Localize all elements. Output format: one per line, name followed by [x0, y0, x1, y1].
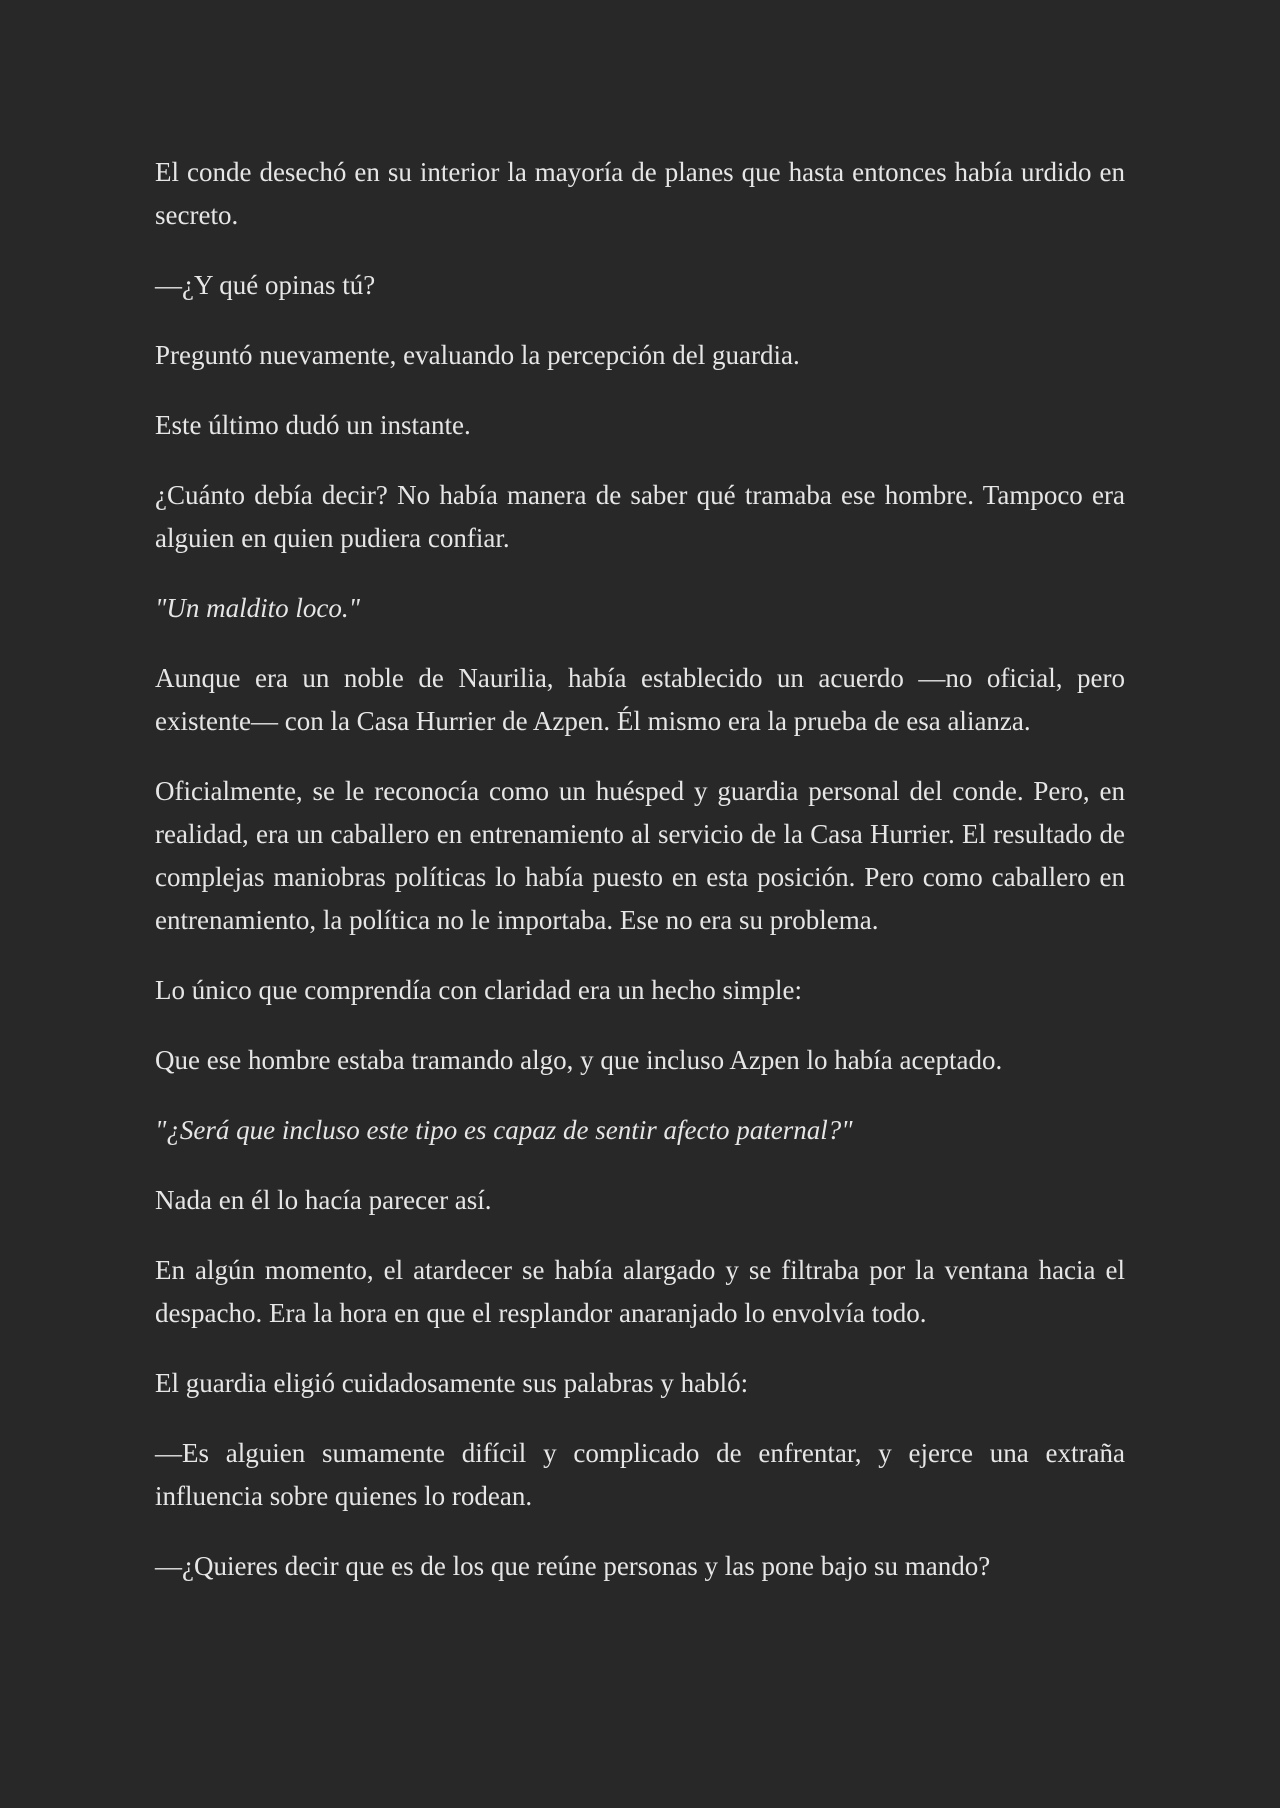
paragraph-6-thought: "Un maldito loco.": [155, 593, 360, 623]
reader-text-body: [155, 151, 1125, 1615]
paragraph-5: ¿Cuánto debía decir? No había manera de saber qué tramaba ese hombre. Tampoco era alguien en quien pudiera confiar.: [155, 480, 1125, 553]
paragraph-11-thought: "¿Será que incluso este tipo es capaz de sentir afecto paternal?": [155, 1115, 853, 1145]
paragraph-2: —¿Y qué opinas tú?: [155, 270, 376, 300]
paragraph-15: —Es alguien sumamente difícil y complicado de enfrentar, y ejerce una extraña influencia sobre quienes lo rodean.: [155, 1438, 1125, 1511]
paragraph-1: El conde desechó en su interior la mayoría de planes que hasta entonces había urdido en secreto.: [155, 157, 1125, 230]
paragraph-12: Nada en él lo hacía parecer así.: [155, 1185, 492, 1215]
paragraph-8: Oficialmente, se le reconocía como un huésped y guardia personal del conde. Pero, en realidad, era un caballero en entrenamiento al servicio de la Casa Hurrier. El resultado de complejas maniobras políticas lo había puesto en esta posición. Pero como caballero en entrenamiento, la política no le importaba. Ese no era su problema.: [155, 776, 1125, 935]
paragraph-16: —¿Quieres decir que es de los que reúne personas y las pone bajo su mando?: [155, 1551, 991, 1581]
paragraph-10: Que ese hombre estaba tramando algo, y que incluso Azpen lo había aceptado.: [155, 1045, 1003, 1075]
paragraph-3: Preguntó nuevamente, evaluando la percepción del guardia.: [155, 340, 800, 370]
paragraph-4: Este último dudó un instante.: [155, 410, 471, 440]
paragraph-7: Aunque era un noble de Naurilia, había establecido un acuerdo —no oficial, pero existente— con la Casa Hurrier de Azpen. Él mismo era la prueba de esa alianza.: [155, 663, 1125, 736]
paragraph-14: El guardia eligió cuidadosamente sus palabras y habló:: [155, 1368, 749, 1398]
paragraph-13: En algún momento, el atardecer se había alargado y se filtraba por la ventana hacia el despacho. Era la hora en que el resplandor anaranjado lo envolvía todo.: [155, 1255, 1125, 1328]
paragraph-9: Lo único que comprendía con claridad era un hecho simple:: [155, 975, 803, 1005]
